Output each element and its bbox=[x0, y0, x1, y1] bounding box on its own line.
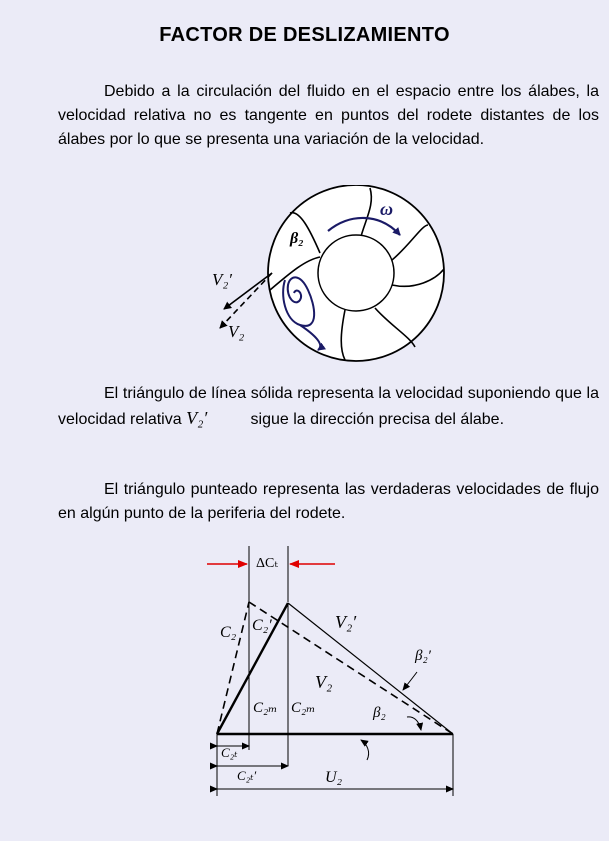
u2-angle-arc bbox=[361, 740, 369, 760]
beta2-prime-label: β₂′ bbox=[415, 648, 431, 664]
inline-v2-prime bbox=[186, 406, 246, 432]
c2m-right-label: C₂ₘ bbox=[291, 700, 316, 716]
paragraph-solid-triangle bbox=[58, 382, 599, 432]
paragraph-dashed-text: El triángulo punteado representa las verdaderas velocidades de flujo en algún punto de la periferia del rodete. bbox=[58, 481, 599, 522]
page-title: FACTOR DE DESLIZAMIENTO bbox=[159, 24, 450, 46]
inline-v2-prime-symbol: V₂′ bbox=[186, 408, 208, 428]
paragraph-dashed-triangle bbox=[58, 478, 599, 526]
v2-label: V₂ bbox=[315, 672, 333, 692]
c2-prime-label: C₂′ bbox=[252, 617, 272, 634]
c2-dashed-line bbox=[217, 602, 249, 734]
impeller-hub bbox=[318, 235, 394, 311]
c2t-prime-label: C₂ₜ′ bbox=[237, 768, 257, 783]
beta2-prime-arc bbox=[403, 672, 417, 690]
delta-ct-label: ΔCₜ bbox=[256, 556, 278, 571]
impeller-v2-label: V₂ bbox=[228, 322, 245, 341]
c2m-left-label: C₂ₘ bbox=[253, 700, 278, 716]
paragraph-solid-before: El triángulo de línea sólida representa la velocidad suponiendo que la velocidad relativa bbox=[58, 385, 599, 428]
beta2-arc bbox=[407, 717, 421, 730]
impeller-v2-prime-label: V₂′ bbox=[212, 270, 233, 289]
beta2-label: β₂ bbox=[373, 705, 386, 721]
paragraph-intro-text: Debido a la circulación del fluido en el espacio entre los álabes, la velocidad relativa no es tangente en puntos del rodete distantes de los álabes por lo que se presenta una variación de la velocidad. bbox=[58, 83, 599, 148]
impeller-diagram bbox=[200, 185, 460, 370]
paragraph-solid-after: sigue la dirección precisa del álabe. bbox=[250, 411, 505, 428]
v2-prime-label: V₂′ bbox=[335, 612, 357, 632]
beta2-label: β₂ bbox=[290, 230, 304, 247]
velocity-triangle-diagram bbox=[195, 540, 470, 802]
omega-label: ω bbox=[380, 199, 394, 219]
paragraph-intro bbox=[58, 80, 599, 152]
u2-label: U₂ bbox=[325, 769, 343, 786]
c2-label: C₂ bbox=[220, 624, 237, 641]
c2t-label: C₂ₜ bbox=[221, 745, 238, 760]
